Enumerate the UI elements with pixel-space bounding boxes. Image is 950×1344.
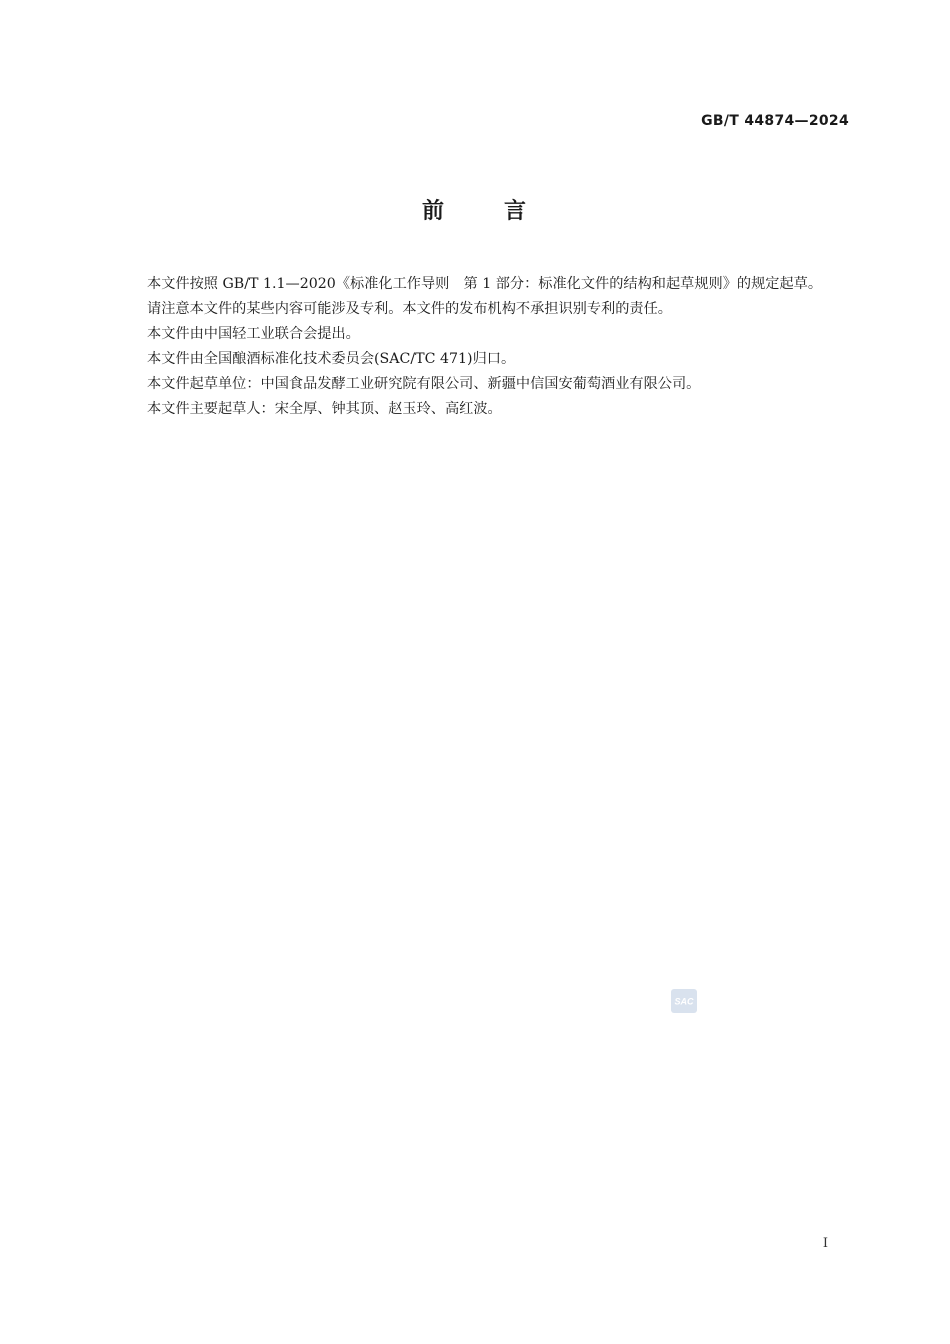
paragraph-proposed-by: 本文件由中国轻工业联合会提出。 bbox=[147, 326, 360, 342]
title-char-1: 前 bbox=[421, 199, 446, 224]
title-char-2: 言 bbox=[504, 199, 529, 224]
paragraph-main-drafters: 本文件主要起草人：宋全厚、钟其顶、赵玉玲、高红波。 bbox=[147, 401, 502, 417]
paragraph-patent-notice: 请注意本文件的某些内容可能涉及专利。本文件的发布机构不承担识别专利的责任。 bbox=[147, 301, 672, 317]
standard-number: GB/T 44874—2024 bbox=[701, 113, 849, 129]
paragraph-under-jurisdiction: 本文件由全国酿酒标准化技术委员会(SAC/TC 471)归口。 bbox=[147, 351, 516, 367]
page-title bbox=[0, 194, 950, 225]
preface-body bbox=[113, 272, 851, 422]
paragraph-drafting-rules: 本文件按照 GB/T 1.1—2020《标准化工作导则 第 1 部分：标准化文件的结构和起草规则》的规定起草。 bbox=[147, 276, 823, 292]
sac-watermark-logo bbox=[671, 989, 697, 1013]
page-number: I bbox=[822, 1236, 828, 1251]
svg-text:SAC: SAC bbox=[674, 996, 694, 1007]
paragraph-drafting-organizations: 本文件起草单位：中国食品发酵工业研究院有限公司、新疆中信国安葡萄酒业有限公司。 bbox=[147, 376, 701, 392]
